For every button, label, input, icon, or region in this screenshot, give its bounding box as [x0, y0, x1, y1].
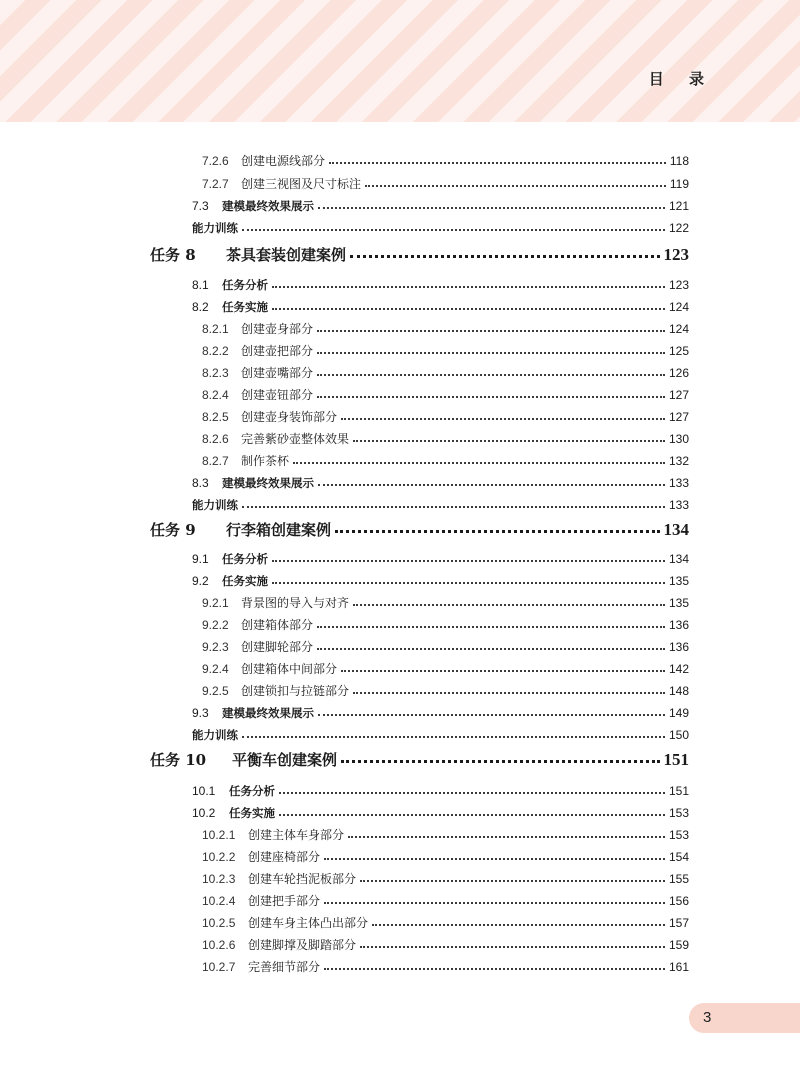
toc-entry-page: 134: [668, 552, 689, 566]
toc-entry-page: 149: [668, 706, 689, 720]
toc-subsection-entry[interactable]: [202, 890, 689, 912]
toc-section-entry[interactable]: [192, 802, 689, 824]
dot-leader: [353, 603, 665, 606]
toc-entry-page: 135: [668, 596, 689, 610]
dot-leader: [272, 559, 665, 562]
toc-entry-title: 创建壶嘴部分: [241, 366, 314, 380]
toc-entry-title: 创建箱体中间部分: [241, 662, 338, 676]
toc-entry-title: 创建壶把部分: [241, 344, 314, 358]
page-title: 目 录: [648, 70, 714, 88]
dot-leader: [317, 395, 665, 398]
toc-entry-number: 7.2.6: [202, 154, 229, 168]
dot-leader: [348, 835, 665, 838]
dot-leader: [318, 713, 665, 716]
toc-section-entry[interactable]: [192, 494, 689, 516]
toc-subsection-entry[interactable]: [202, 150, 689, 172]
toc-entry-number: 10.2.4: [202, 894, 236, 908]
dot-leader: [317, 373, 665, 376]
dot-leader: [360, 945, 665, 948]
toc-entry-number: 9.2.1: [202, 596, 229, 610]
toc-entry-title: 建模最终效果展示: [222, 199, 314, 213]
toc-entry-number: 8.2.4: [202, 388, 229, 402]
dot-leader: [272, 581, 665, 584]
toc-entry-page: 134: [663, 520, 689, 539]
toc-subsection-entry[interactable]: [202, 406, 689, 428]
toc-entry-title: 茶具套装创建案例: [226, 246, 347, 264]
toc-entry-number: 7.2.7: [202, 177, 229, 191]
toc-entry-page: 142: [668, 662, 689, 676]
dot-leader: [317, 647, 665, 650]
dot-leader: [353, 439, 665, 442]
toc-entry-number: 8.2.6: [202, 432, 229, 446]
toc-entry-page: 118: [669, 154, 689, 168]
toc-entry-title: 创建壶钮部分: [241, 388, 314, 402]
toc-entry-title: 任务实施: [229, 806, 275, 820]
toc-entry-page: 135: [668, 574, 689, 588]
toc-entry-title: 创建箱体部分: [241, 618, 314, 632]
dot-leader: [279, 813, 665, 816]
toc-entry-page: 153: [668, 828, 689, 842]
toc-subsection-entry[interactable]: [202, 428, 689, 450]
toc-section-entry[interactable]: [192, 274, 689, 296]
toc-entry-number: 10.2.3: [202, 872, 236, 886]
toc-section-entry[interactable]: [192, 724, 689, 746]
toc-entry-title: 完善紫砂壶整体效果: [241, 432, 350, 446]
toc-entry-title: 任务分析: [229, 784, 275, 798]
toc-entry-number: 8.1: [192, 278, 209, 292]
toc-entry-number: 任务 8: [150, 246, 196, 264]
dot-leader: [365, 184, 666, 187]
dot-leader: [353, 691, 665, 694]
dot-leader: [341, 669, 665, 672]
toc-entry-page: 124: [668, 322, 689, 336]
dot-leader: [242, 228, 665, 231]
toc-subsection-entry[interactable]: [202, 614, 689, 636]
toc-subsection-entry[interactable]: [202, 340, 689, 362]
dot-leader: [279, 791, 665, 794]
toc-subsection-entry[interactable]: [202, 318, 689, 340]
toc-entry-number: 任务 9: [150, 521, 196, 539]
dot-leader: [324, 857, 665, 860]
toc-entry-number: 9.2: [192, 574, 209, 588]
dot-leader: [341, 759, 659, 763]
toc-entry-number: 8.2.1: [202, 322, 229, 336]
toc-subsection-entry[interactable]: [202, 846, 689, 868]
toc-subsection-entry[interactable]: [202, 384, 689, 406]
toc-subsection-entry[interactable]: [202, 934, 689, 956]
toc-section-entry[interactable]: [192, 296, 689, 318]
toc-entry-number: 8.2.2: [202, 344, 229, 358]
toc-entry-page: 133: [668, 476, 689, 490]
toc-entry-title: 创建壶身部分: [241, 322, 314, 336]
toc-entry-number: 10.1: [192, 784, 216, 798]
toc-entry-number: 10.2: [192, 806, 216, 820]
toc-entry-page: 122: [668, 221, 689, 235]
toc-subsection-entry[interactable]: [202, 658, 689, 680]
toc-entry-title: 创建脚撑及脚踏部分: [248, 938, 357, 952]
toc-subsection-entry[interactable]: [202, 592, 689, 614]
toc-entry-page: 161: [668, 960, 689, 974]
page-number: 3: [703, 1009, 712, 1026]
toc-entry-page: 123: [668, 278, 689, 292]
toc-entry-title: 能力训练: [192, 728, 238, 742]
toc-task-entry[interactable]: [150, 516, 689, 544]
toc-entry-number: 10.2.2: [202, 850, 236, 864]
toc-section-entry[interactable]: [192, 217, 689, 239]
toc-entry-number: 7.3: [192, 199, 209, 213]
toc-entry-title: 创建车身主体凸出部分: [248, 916, 369, 930]
toc-entry-title: 创建把手部分: [248, 894, 321, 908]
toc-entry-title: 能力训练: [192, 221, 238, 235]
toc-entry-page: 150: [668, 728, 689, 742]
toc-entry-page: 133: [668, 498, 689, 512]
dot-leader: [360, 879, 665, 882]
toc-entry-page: 157: [668, 916, 689, 930]
dot-leader: [324, 967, 665, 970]
dot-leader: [350, 254, 659, 258]
toc-entry-page: 136: [668, 640, 689, 654]
toc-section-entry[interactable]: [192, 548, 689, 570]
toc-section-entry[interactable]: [192, 472, 689, 494]
toc-subsection-entry[interactable]: [202, 956, 689, 978]
toc-entry-page: 148: [668, 684, 689, 698]
toc-entry-page: 151: [668, 784, 689, 798]
toc-entry-title: 平衡车创建案例: [232, 751, 338, 769]
toc-entry-title: 创建电源线部分: [241, 154, 326, 168]
toc-entry-page: 127: [668, 388, 689, 402]
toc-entry-page: 132: [668, 454, 689, 468]
dot-leader: [318, 206, 665, 209]
toc-entry-title: 能力训练: [192, 498, 238, 512]
toc-entry-number: 8.3: [192, 476, 209, 490]
toc-entry-page: 123: [663, 245, 689, 264]
toc-subsection-entry[interactable]: [202, 824, 689, 846]
toc-entry-page: 156: [668, 894, 689, 908]
toc-entry-page: 154: [668, 850, 689, 864]
toc-entry-number: 9.2.4: [202, 662, 229, 676]
toc-subsection-entry[interactable]: [202, 636, 689, 658]
dot-leader: [372, 923, 665, 926]
toc-entry-page: 155: [668, 872, 689, 886]
toc-entry-page: 121: [668, 199, 689, 213]
dot-leader: [242, 505, 665, 508]
toc-entry-title: 创建壶身装饰部分: [241, 410, 338, 424]
dot-leader: [242, 735, 665, 738]
toc-entry-number: 8.2: [192, 300, 209, 314]
dot-leader: [317, 625, 665, 628]
toc-entry-title: 创建脚轮部分: [241, 640, 314, 654]
toc-entry-title: 任务分析: [222, 552, 268, 566]
toc-entry-title: 建模最终效果展示: [222, 706, 314, 720]
toc-entry-page: 126: [668, 366, 689, 380]
dot-leader: [329, 161, 666, 164]
dot-leader: [293, 461, 665, 464]
toc-entry-page: 159: [668, 938, 689, 952]
toc-entry-page: 124: [668, 300, 689, 314]
toc-section-entry[interactable]: [192, 780, 689, 802]
toc-entry-title: 完善细节部分: [248, 960, 321, 974]
toc-task-entry[interactable]: [150, 241, 689, 269]
toc-entry-title: 任务实施: [222, 574, 268, 588]
toc-entry-number: 8.2.3: [202, 366, 229, 380]
toc-entry-page: 151: [663, 750, 689, 769]
toc-entry-number: 10.2.1: [202, 828, 236, 842]
toc-entry-title: 行李箱创建案例: [226, 521, 332, 539]
toc-entry-page: 153: [668, 806, 689, 820]
toc-entry-number: 9.3: [192, 706, 209, 720]
page-number-tab: [689, 1003, 800, 1033]
toc-section-entry[interactable]: [192, 195, 689, 217]
toc-entry-number: 9.2.2: [202, 618, 229, 632]
toc-entry-number: 任务 10: [150, 751, 207, 769]
dot-leader: [317, 351, 665, 354]
dot-leader: [272, 285, 665, 288]
toc-entry-title: 创建三视图及尺寸标注: [241, 177, 362, 191]
dot-leader: [317, 329, 665, 332]
toc-entry-title: 任务分析: [222, 278, 268, 292]
toc-entry-title: 任务实施: [222, 300, 268, 314]
toc-entry-page: 130: [668, 432, 689, 446]
toc-entry-number: 10.2.6: [202, 938, 236, 952]
toc-entry-title: 创建锁扣与拉链部分: [241, 684, 350, 698]
toc-entry-title: 背景图的导入与对齐: [241, 596, 350, 610]
toc-entry-number: 10.2.7: [202, 960, 236, 974]
toc-entry-title: 建模最终效果展示: [222, 476, 314, 490]
header-band: [0, 0, 800, 122]
toc-section-entry[interactable]: [192, 570, 689, 592]
toc-subsection-entry[interactable]: [202, 868, 689, 890]
toc-entry-number: 9.2.3: [202, 640, 229, 654]
toc-task-entry[interactable]: [150, 746, 689, 774]
toc-entry-number: 8.2.7: [202, 454, 229, 468]
dot-leader: [272, 307, 665, 310]
toc-subsection-entry[interactable]: [202, 173, 689, 195]
toc-entry-page: 125: [668, 344, 689, 358]
toc-entry-number: 9.2.5: [202, 684, 229, 698]
toc-entry-number: 8.2.5: [202, 410, 229, 424]
dot-leader: [324, 901, 665, 904]
toc-entry-title: 创建主体车身部分: [248, 828, 345, 842]
toc-subsection-entry[interactable]: [202, 912, 689, 934]
toc-section-entry[interactable]: [192, 702, 689, 724]
toc-entry-page: 136: [668, 618, 689, 632]
toc-entry-title: 创建车轮挡泥板部分: [248, 872, 357, 886]
toc-entry-number: 9.1: [192, 552, 209, 566]
toc-entry-title: 制作茶杯: [241, 454, 290, 468]
toc-subsection-entry[interactable]: [202, 362, 689, 384]
toc-entry-number: 10.2.5: [202, 916, 236, 930]
toc-subsection-entry[interactable]: [202, 680, 689, 702]
dot-leader: [318, 483, 665, 486]
dot-leader: [335, 529, 659, 533]
toc-entry-page: 127: [668, 410, 689, 424]
dot-leader: [341, 417, 665, 420]
toc-entry-title: 创建座椅部分: [248, 850, 321, 864]
toc-subsection-entry[interactable]: [202, 450, 689, 472]
toc-entry-page: 119: [669, 177, 689, 191]
